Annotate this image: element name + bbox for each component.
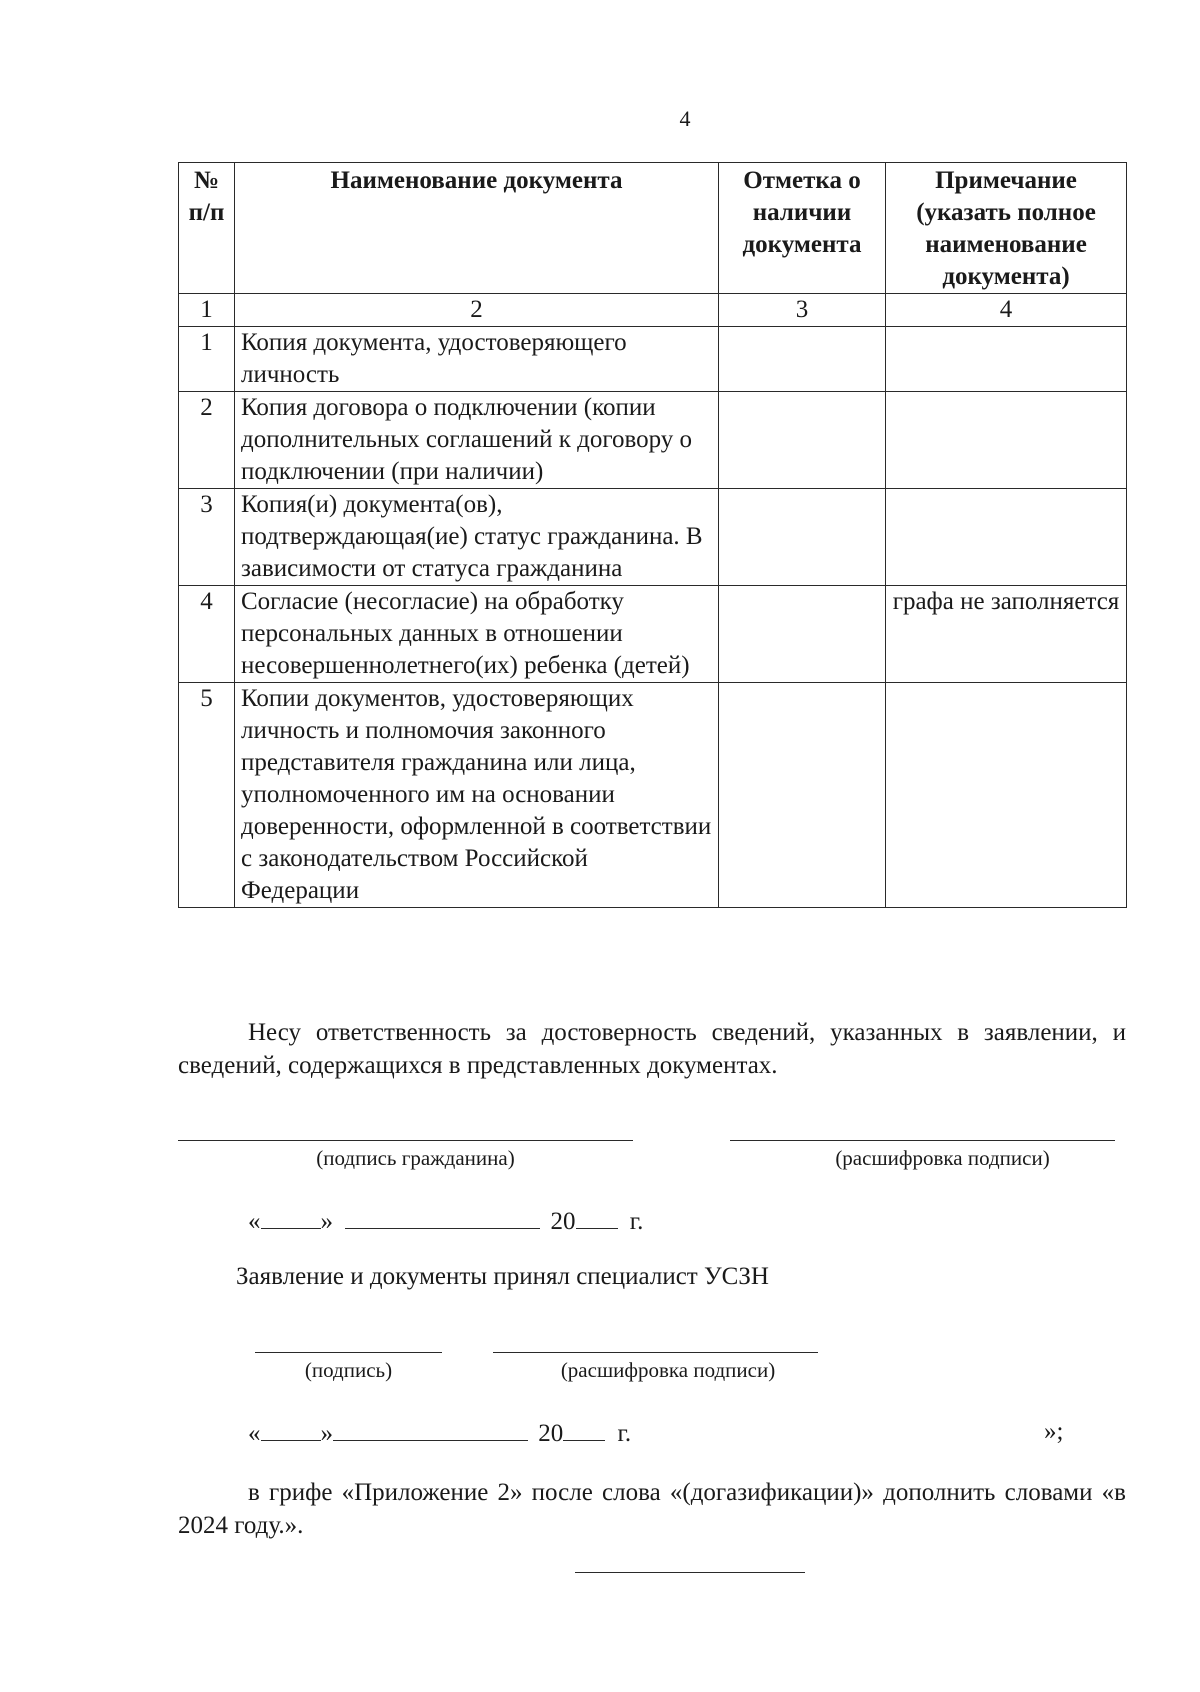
row-number: 3 xyxy=(179,489,235,586)
table-row xyxy=(179,392,1127,489)
row-presence-mark[interactable] xyxy=(719,683,886,908)
table-header-row xyxy=(179,163,1127,294)
specialist-signature-caption: (подпись) xyxy=(304,1358,393,1382)
year-blank[interactable] xyxy=(563,1418,605,1441)
table-row xyxy=(179,586,1127,683)
day-blank[interactable] xyxy=(261,1418,321,1441)
row-note[interactable] xyxy=(886,392,1127,489)
table-row xyxy=(179,327,1127,392)
row-document-name: Согласие (несогласие) на обработку персональных данных в отношении несовершеннолетнего(их) ребенка (детей) xyxy=(235,586,719,683)
year-blank[interactable] xyxy=(576,1206,618,1229)
responsibility-statement: Несу ответственность за достоверность сведений, указанных в заявлении, и сведений, содержащихся в представленных документах. xyxy=(178,1019,1126,1079)
row-presence-mark[interactable] xyxy=(719,327,886,392)
citizen-decoding-caption: (расшифровка подписи) xyxy=(835,1146,1050,1170)
row-number: 1 xyxy=(179,327,235,392)
row-note[interactable] xyxy=(886,489,1127,586)
page-number: 4 xyxy=(679,106,691,131)
column-number-2: 2 xyxy=(235,294,719,327)
header-number: № п/п xyxy=(179,163,235,294)
month-blank[interactable] xyxy=(333,1418,528,1441)
row-presence-mark[interactable] xyxy=(719,586,886,683)
citizen-signature-line[interactable] xyxy=(178,1140,633,1141)
row-document-name: Копия(и) документа(ов), подтверждающая(ие) статус гражданина. В зависимости от статуса гражданина xyxy=(235,489,719,586)
closing-divider-line xyxy=(575,1572,805,1573)
row-number: 5 xyxy=(179,683,235,908)
row-number: 4 xyxy=(179,586,235,683)
day-blank[interactable] xyxy=(261,1206,321,1229)
documents-table xyxy=(178,162,1127,908)
specialist-decoding-line[interactable] xyxy=(493,1352,818,1353)
specialist-statement: Заявление и документы принял специалист УСЗН xyxy=(236,1263,769,1290)
date-line-citizen: « » 20 г. xyxy=(248,1208,644,1235)
closing-quote-mark: »; xyxy=(1044,1418,1064,1445)
table-row xyxy=(179,683,1127,908)
row-document-name: Копия документа, удостоверяющего личность xyxy=(235,327,719,392)
row-presence-mark[interactable] xyxy=(719,489,886,586)
row-document-name: Копии документов, удостоверяющих личность и полномочия законного представителя гражданина или лица, уполномоченного им на основании доверенности, оформленной в соответствии с законодательством Российской Федерации xyxy=(235,683,719,908)
column-number-3: 3 xyxy=(719,294,886,327)
header-document-name: Наименование документа xyxy=(235,163,719,294)
row-document-name: Копия договора о подключении (копии дополнительных соглашений к договору о подключении (при наличии) xyxy=(235,392,719,489)
row-note[interactable] xyxy=(886,683,1127,908)
row-number: 2 xyxy=(179,392,235,489)
specialist-signature-line[interactable] xyxy=(255,1352,442,1353)
column-number-4: 4 xyxy=(886,294,1127,327)
header-note: Примечание (указать полное наименование документа) xyxy=(886,163,1127,294)
header-presence-mark: Отметка о наличии документа xyxy=(719,163,886,294)
row-note[interactable] xyxy=(886,327,1127,392)
column-number-1: 1 xyxy=(179,294,235,327)
amendment-statement: в грифе «Приложение 2» после слова «(догазификации)» дополнить словами «в 2024 году.». xyxy=(178,1479,1126,1539)
table-row xyxy=(179,489,1127,586)
citizen-signature-caption: (подпись гражданина) xyxy=(316,1146,515,1170)
specialist-decoding-caption: (расшифровка подписи) xyxy=(560,1358,776,1382)
row-presence-mark[interactable] xyxy=(719,392,886,489)
month-blank[interactable] xyxy=(345,1206,540,1229)
column-numbers-row xyxy=(179,294,1127,327)
date-line-specialist: « » 20 г. xyxy=(248,1420,632,1447)
row-note: графа не заполняется xyxy=(886,586,1127,683)
citizen-decoding-line[interactable] xyxy=(730,1140,1115,1141)
